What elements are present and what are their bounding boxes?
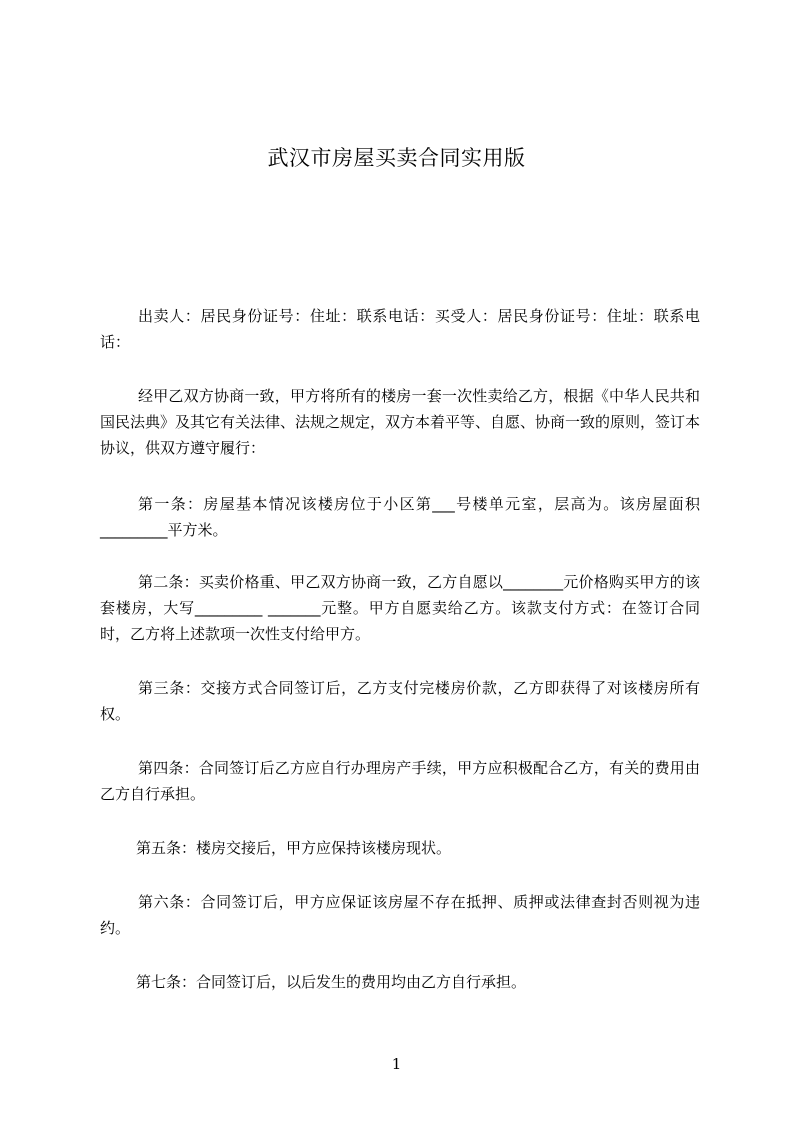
party-info-paragraph: 出卖人：居民身份证号：住址：联系电话：买受人：居民身份证号：住址：联系电话： [100, 307, 700, 351]
article-3-paragraph: 第三条：交接方式合同签订后，乙方支付完楼房价款，乙方即获得了对该楼房所有权。 [100, 679, 700, 723]
document-title: 武汉市房屋买卖合同实用版 [267, 146, 526, 170]
article-7-paragraph: 第七条：合同签订后，以后发生的费用均由乙方自行承担。 [136, 973, 527, 991]
article-5-paragraph: 第五条：楼房交接后，甲方应保持该楼房现状。 [136, 839, 452, 857]
article-2-paragraph: 第二条：买卖价格重、甲乙双方协商一致，乙方自愿以________元价格购买甲方的该套楼房，大写_________ _______元整。甲方自愿卖给乙方。该款支付方式：在签订合同时，乙方将上述款项一次性支付给甲方。 [100, 573, 700, 643]
article-6-paragraph: 第六条：合同签订后，甲方应保证该房屋不存在抵押、质押或法律查封否则视为违约。 [100, 893, 700, 937]
preamble-paragraph: 经甲乙双方协商一致，甲方将所有的楼房一套一次性卖给乙方，根据《中华人民共和国民法典》及其它有关法律、法规之规定，双方本着平等、自愿、协商一致的原则，签订本协议，供双方遵守履行： [100, 387, 701, 457]
article-4-paragraph: 第四条：合同签订后乙方应自行办理房产手续，甲方应积极配合乙方，有关的费用由乙方自行承担。 [100, 759, 700, 803]
page-number: 1 [391, 1055, 402, 1073]
article-1-paragraph: 第一条：房屋基本情况该楼房位于小区第___号楼单元室，层高为。该房屋面积_________平方米。 [100, 495, 700, 539]
